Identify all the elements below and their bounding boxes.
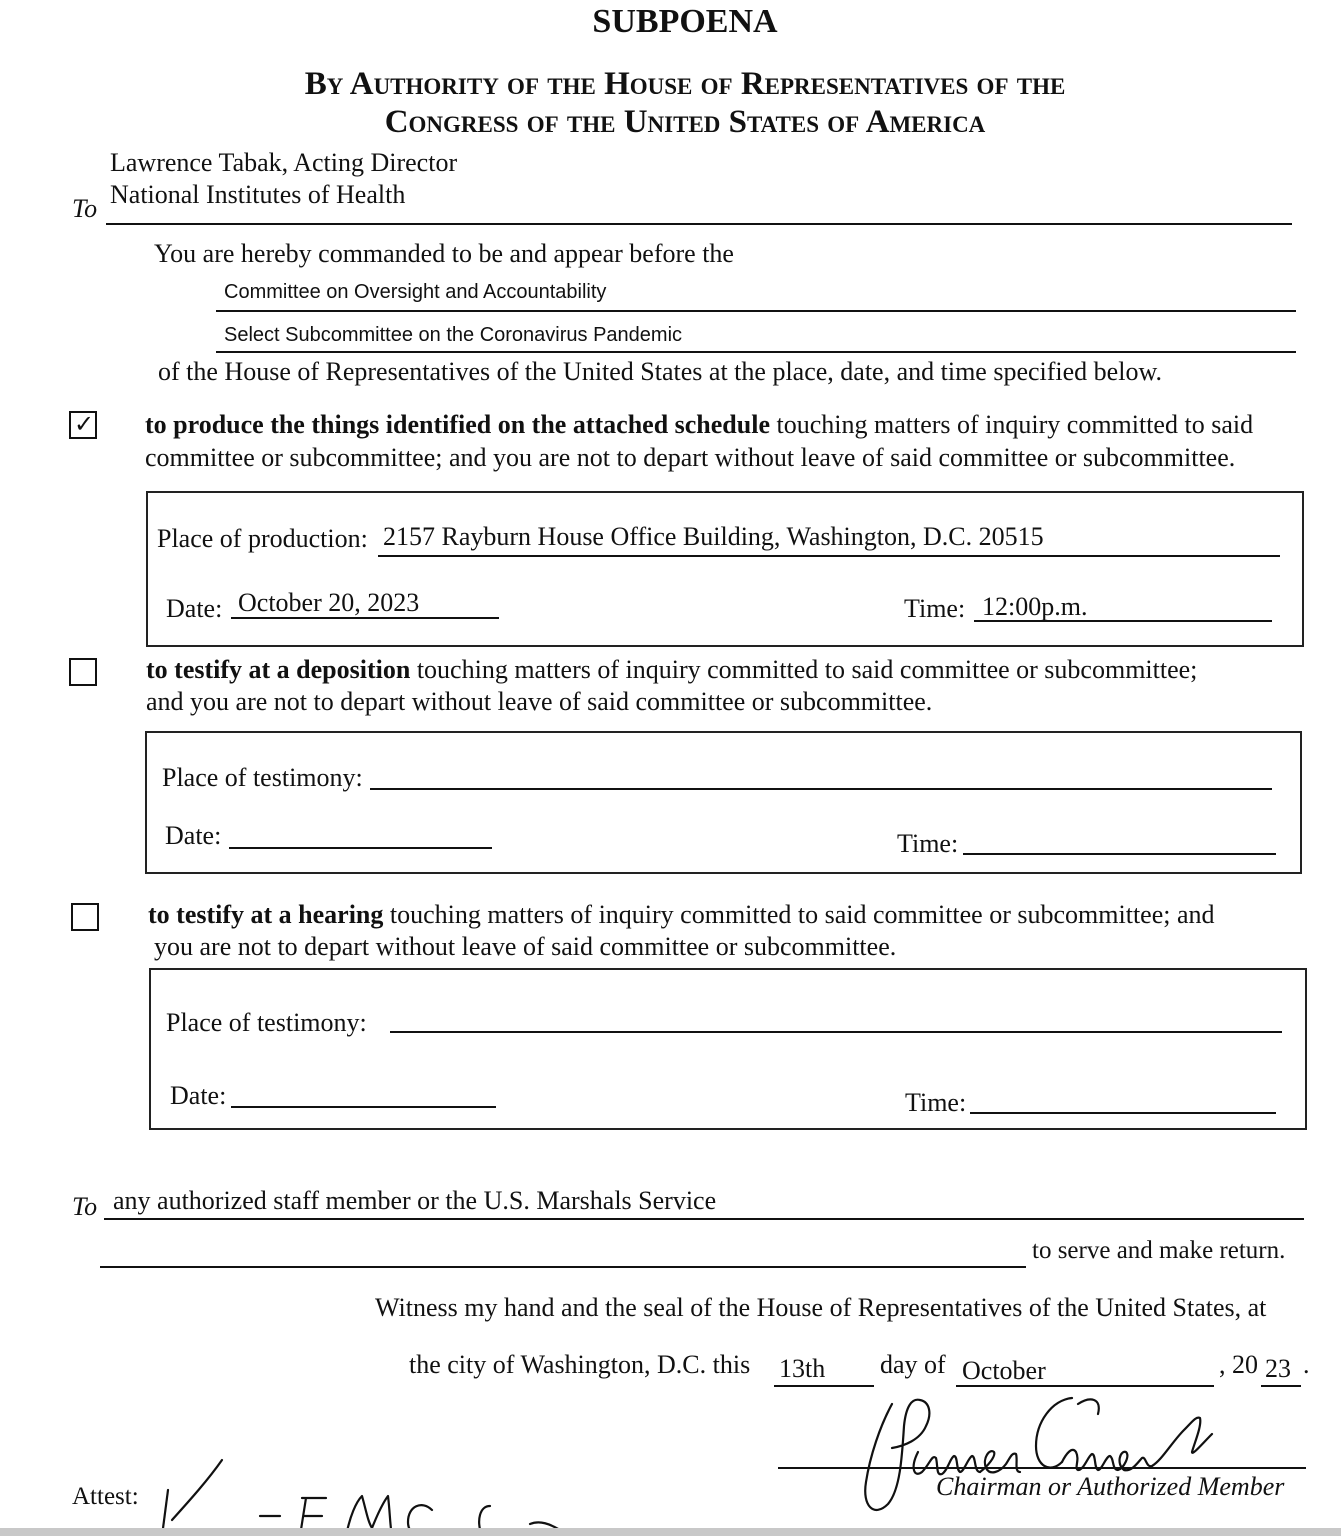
production-bold-text: to produce the things identified on the attached schedule <box>145 410 770 439</box>
attest-signature <box>150 1450 590 1536</box>
deposition-checkbox[interactable] <box>69 658 97 686</box>
committee-name: Committee on Oversight and Accountability <box>224 281 607 303</box>
production-text-rest: touching matters of inquiry committed to said <box>770 410 1254 439</box>
hearing-place-underline <box>390 1031 1282 1033</box>
signature-caption: Chairman or Authorized Member <box>936 1472 1285 1501</box>
hearing-date-label: Date: <box>170 1081 227 1110</box>
attest-label: Attest: <box>72 1483 139 1510</box>
hearing-text-line-2: you are not to depart without leave of said committee or subcommittee. <box>154 932 897 961</box>
production-time-label: Time: <box>904 594 966 623</box>
recipient-underline <box>106 223 1292 225</box>
subcommittee-name: Select Subcommittee on the Coronavirus Pandemic <box>224 324 683 346</box>
hearing-date-underline <box>231 1106 496 1108</box>
serve-to-label: To <box>72 1192 98 1221</box>
command-text: You are hereby commanded to be and appear before the <box>154 239 734 268</box>
deposition-place-label: Place of testimony: <box>162 763 363 792</box>
deposition-time-underline <box>963 853 1276 855</box>
day-value: 13th <box>779 1354 826 1383</box>
year-prefix: , 20 <box>1219 1350 1258 1379</box>
production-checkbox[interactable] <box>69 411 97 439</box>
page-bottom-edge <box>0 1528 1341 1536</box>
hearing-time-label: Time: <box>905 1088 967 1117</box>
recipient-agency: National Institutes of Health <box>110 180 406 209</box>
year-end: . <box>1303 1350 1310 1379</box>
authority-line-1: By Authority of the House of Representatives of the <box>304 66 1066 102</box>
deposition-date-label: Date: <box>165 821 222 850</box>
production-date-label: Date: <box>166 594 223 623</box>
production-box <box>146 491 1304 647</box>
deposition-time-label: Time: <box>897 829 959 858</box>
production-date-underline <box>231 617 499 619</box>
serve-to-underline <box>104 1218 1304 1220</box>
subcommittee-underline <box>216 351 1296 353</box>
to-label: To <box>72 194 98 223</box>
document-title: SUBPOENA <box>592 3 778 40</box>
year-suffix: 23 <box>1265 1354 1291 1383</box>
recipient-name: Lawrence Tabak, Acting Director <box>110 148 458 177</box>
deposition-text-rest: touching matters of inquiry committed to said committee or subcommittee; <box>410 655 1198 684</box>
production-text-line-1 <box>145 410 1253 440</box>
witness-text: Witness my hand and the seal of the House of Representatives of the United States, at <box>375 1293 1267 1322</box>
deposition-place-underline <box>370 788 1272 790</box>
hearing-time-underline <box>970 1112 1276 1114</box>
hearing-bold-text: to testify at a hearing <box>148 900 384 929</box>
serve-blank-underline <box>100 1266 1026 1268</box>
house-clause: of the House of Representatives of the United States at the place, date, and time specified below. <box>158 357 1163 386</box>
month-value: October <box>962 1356 1046 1385</box>
serve-text: to serve and make return. <box>1032 1237 1286 1264</box>
check-mark-icon: ✓ <box>74 410 95 438</box>
authority-line-2: Congress of the United States of America <box>384 104 986 140</box>
deposition-text-line-2: and you are not to depart without leave of said committee or subcommittee. <box>146 687 933 716</box>
production-date-value: October 20, 2023 <box>238 588 420 617</box>
production-place-underline <box>378 555 1280 557</box>
production-time-underline <box>974 620 1272 622</box>
deposition-date-underline <box>229 847 492 849</box>
serve-to-value: any authorized staff member or the U.S. Marshals Service <box>113 1186 717 1215</box>
day-of-text: day of <box>880 1350 946 1379</box>
production-text-line-2: committee or subcommittee; and you are not to depart without leave of said committee or subcommittee. <box>145 443 1236 472</box>
hearing-text-rest: touching matters of inquiry committed to said committee or subcommittee; and <box>383 900 1215 929</box>
hearing-checkbox[interactable] <box>71 903 99 931</box>
production-time-value: 12:00p.m. <box>982 592 1088 621</box>
deposition-bold-text: to testify at a deposition <box>146 655 411 684</box>
deposition-text-line-1 <box>146 655 1197 685</box>
production-place-value: 2157 Rayburn House Office Building, Washington, D.C. 20515 <box>383 522 1044 551</box>
chairman-signature <box>840 1386 1280 1526</box>
hearing-text-line-1 <box>148 900 1215 930</box>
hearing-place-label: Place of testimony: <box>166 1008 367 1037</box>
committee-underline <box>216 310 1296 312</box>
production-place-label: Place of production: <box>157 524 368 553</box>
city-text: the city of Washington, D.C. this <box>409 1350 751 1379</box>
